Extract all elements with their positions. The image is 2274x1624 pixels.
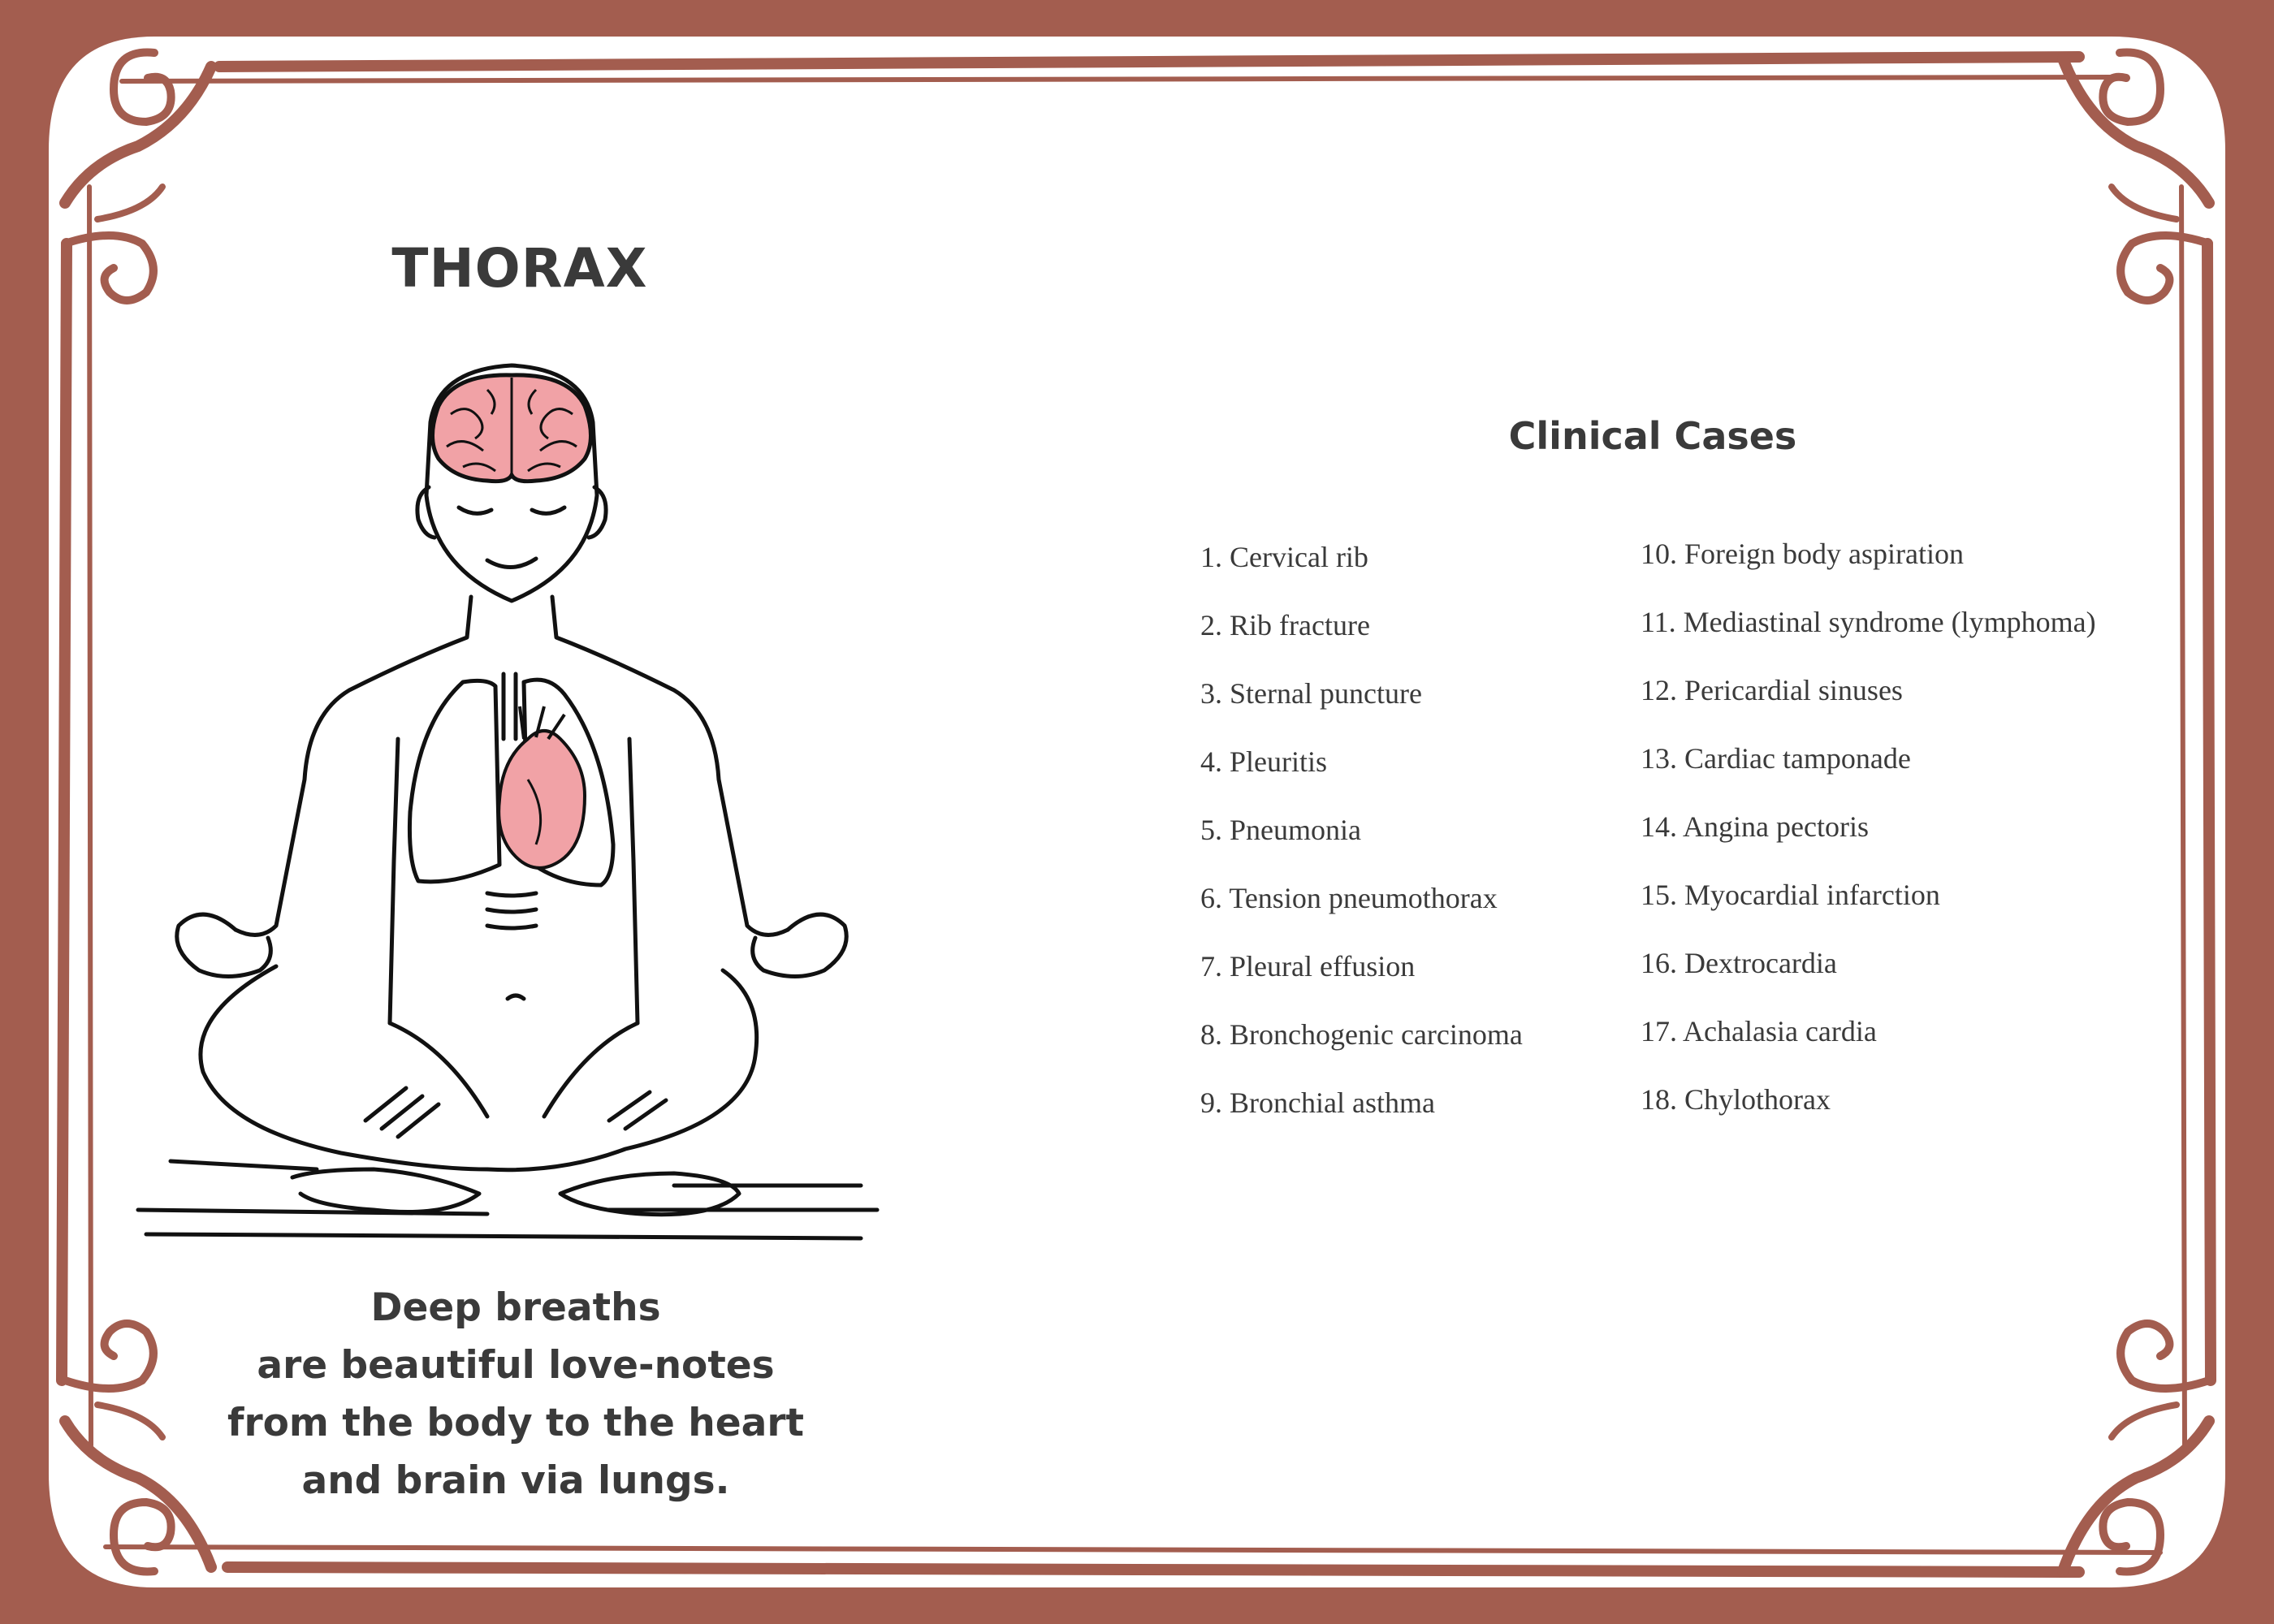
- smile: [487, 559, 536, 568]
- closed-eye-left: [459, 508, 491, 513]
- clinical-case-item: 13. Cardiac tamponade: [1641, 742, 1911, 775]
- clinical-cases-heading: Clinical Cases: [1508, 414, 1797, 458]
- quote-line: Deep breaths: [370, 1285, 661, 1330]
- left-lung-outline: [409, 680, 499, 881]
- left-hand: [177, 914, 271, 976]
- page-title: THORAX: [391, 237, 648, 300]
- clinical-case-item: 7. Pleural effusion: [1200, 950, 1416, 983]
- clinical-cases-right-column: [1641, 536, 2096, 1150]
- clinical-case-item: 11. Mediastinal syndrome (lymphoma): [1641, 606, 2096, 638]
- clinical-case-item: 10. Foreign body aspiration: [1641, 538, 1964, 570]
- quote-line: are beautiful love-notes: [257, 1343, 775, 1388]
- clinical-case-item: 3. Sternal puncture: [1200, 677, 1422, 710]
- heart-icon: [499, 706, 585, 868]
- quote-line: and brain via lungs.: [301, 1458, 730, 1503]
- clinical-case-item: 8. Bronchogenic carcinoma: [1200, 1018, 1523, 1051]
- clinical-case-item: 4. Pleuritis: [1200, 745, 1328, 778]
- clinical-case-item: 15. Myocardial infarction: [1641, 879, 1940, 911]
- right-hand: [753, 914, 847, 976]
- closed-eye-right: [532, 508, 564, 513]
- clinical-case-item: 17. Achalasia cardia: [1641, 1015, 1877, 1047]
- quote-line: from the body to the heart: [227, 1401, 804, 1445]
- meditating-person-with-brain-lungs-heart-icon: [106, 357, 910, 1267]
- clinical-case-item: 16. Dextrocardia: [1641, 947, 1837, 979]
- ground-lines: [138, 1161, 877, 1238]
- clinical-case-item: 5. Pneumonia: [1200, 814, 1361, 846]
- quote-text: [195, 1279, 837, 1510]
- clinical-case-item: 6. Tension pneumothorax: [1200, 882, 1498, 914]
- crossed-legs: [201, 966, 757, 1170]
- clinical-case-item: 1. Cervical rib: [1200, 541, 1368, 573]
- torso-outline: [236, 597, 471, 935]
- clinical-case-item: 18. Chylothorax: [1641, 1083, 1831, 1116]
- brain-icon: [433, 375, 591, 482]
- clinical-case-item: 2. Rib fracture: [1200, 609, 1370, 641]
- clinical-case-item: 9. Bronchial asthma: [1200, 1086, 1435, 1119]
- clinical-case-item: 12. Pericardial sinuses: [1641, 674, 1903, 706]
- clinical-cases-left-column: [1200, 539, 1523, 1153]
- clinical-case-item: 14. Angina pectoris: [1641, 810, 1869, 843]
